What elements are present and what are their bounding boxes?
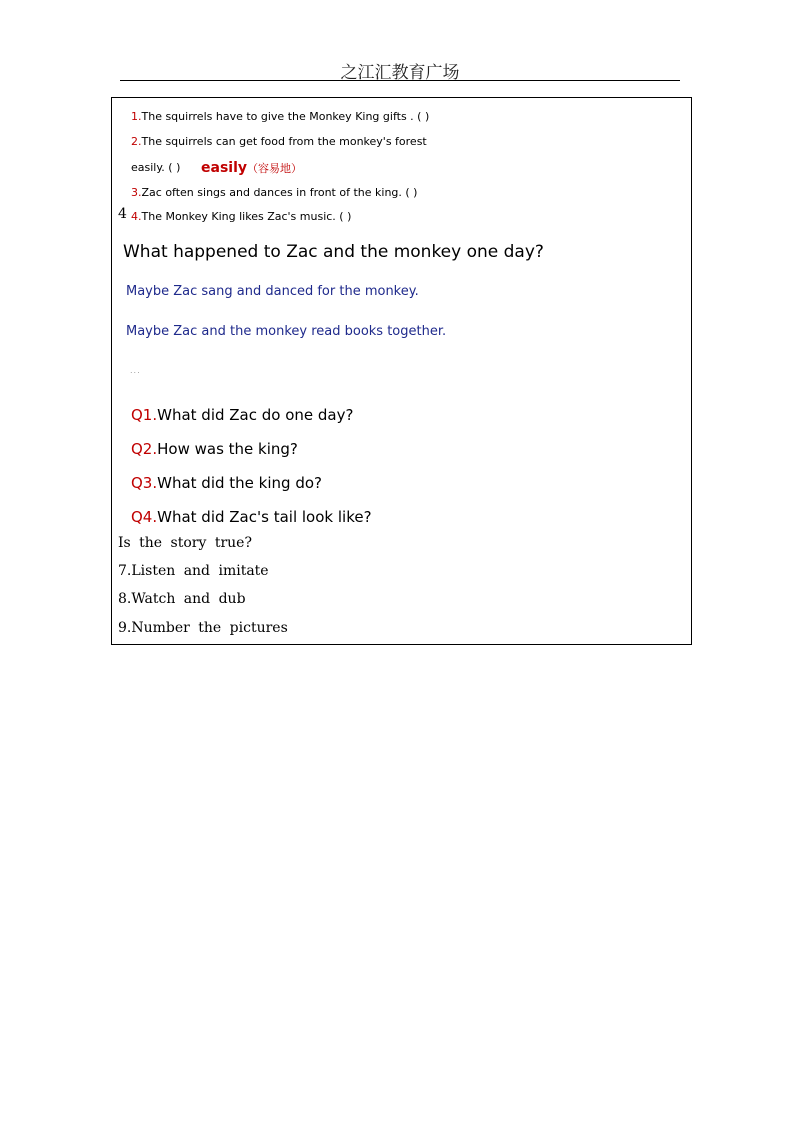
question-2 <box>131 440 298 458</box>
question-text: What did Zac do one day? <box>157 406 354 424</box>
question-label: Q3. <box>131 474 158 492</box>
task-listen-imitate: 7.Listen and imitate <box>118 563 269 579</box>
question-label: Q4. <box>131 508 158 526</box>
tf-item-3 <box>131 186 417 199</box>
tf-item-text: The Monkey King likes Zac's music. ( ) <box>141 210 352 223</box>
vocab-hint <box>201 157 302 176</box>
header-rule <box>120 80 680 81</box>
question-3 <box>131 474 322 492</box>
header-title: 之江汇教育广场 <box>340 63 460 83</box>
content-box <box>111 97 692 645</box>
question-label: Q1. <box>131 406 158 424</box>
prediction-guess-2: Maybe Zac and the monkey read books together. <box>126 324 447 339</box>
tf-item-text: The squirrels have to give the Monkey King gifts . ( ) <box>141 110 430 123</box>
prediction-guess-1: Maybe Zac sang and danced for the monkey. <box>126 284 419 299</box>
tf-item-2-continued <box>131 161 180 174</box>
tf-item-text: The squirrels can get food from the monkey's forest <box>141 135 427 148</box>
question-4 <box>131 508 372 526</box>
tf-item-4 <box>131 210 351 223</box>
tf-item-text: easily. ( ) <box>131 161 181 174</box>
hint-translation: （容易地） <box>247 162 302 175</box>
question-1 <box>131 406 353 424</box>
task-number-pictures: 9.Number the pictures <box>118 620 288 636</box>
tf-item-1 <box>131 110 429 123</box>
side-number: 4 <box>118 206 127 222</box>
question-text: How was the king? <box>157 440 298 458</box>
tf-item-number: 3. <box>131 186 142 199</box>
tf-item-number: 1. <box>131 110 142 123</box>
question-text: What did the king do? <box>157 474 322 492</box>
task-watch-dub: 8.Watch and dub <box>118 591 246 607</box>
tf-item-number: 4. <box>131 210 142 223</box>
tf-item-number: 2. <box>131 135 142 148</box>
prediction-question: What happened to Zac and the monkey one day? <box>123 242 544 262</box>
question-text: What did Zac's tail look like? <box>157 508 372 526</box>
ellipsis: ... <box>130 366 141 375</box>
hint-word: easily <box>201 160 247 176</box>
task-story-true: Is the story true? <box>118 535 252 551</box>
tf-item-text: Zac often sings and dances in front of the king. ( ) <box>141 186 418 199</box>
question-label: Q2. <box>131 440 158 458</box>
tf-item-2 <box>131 135 427 148</box>
